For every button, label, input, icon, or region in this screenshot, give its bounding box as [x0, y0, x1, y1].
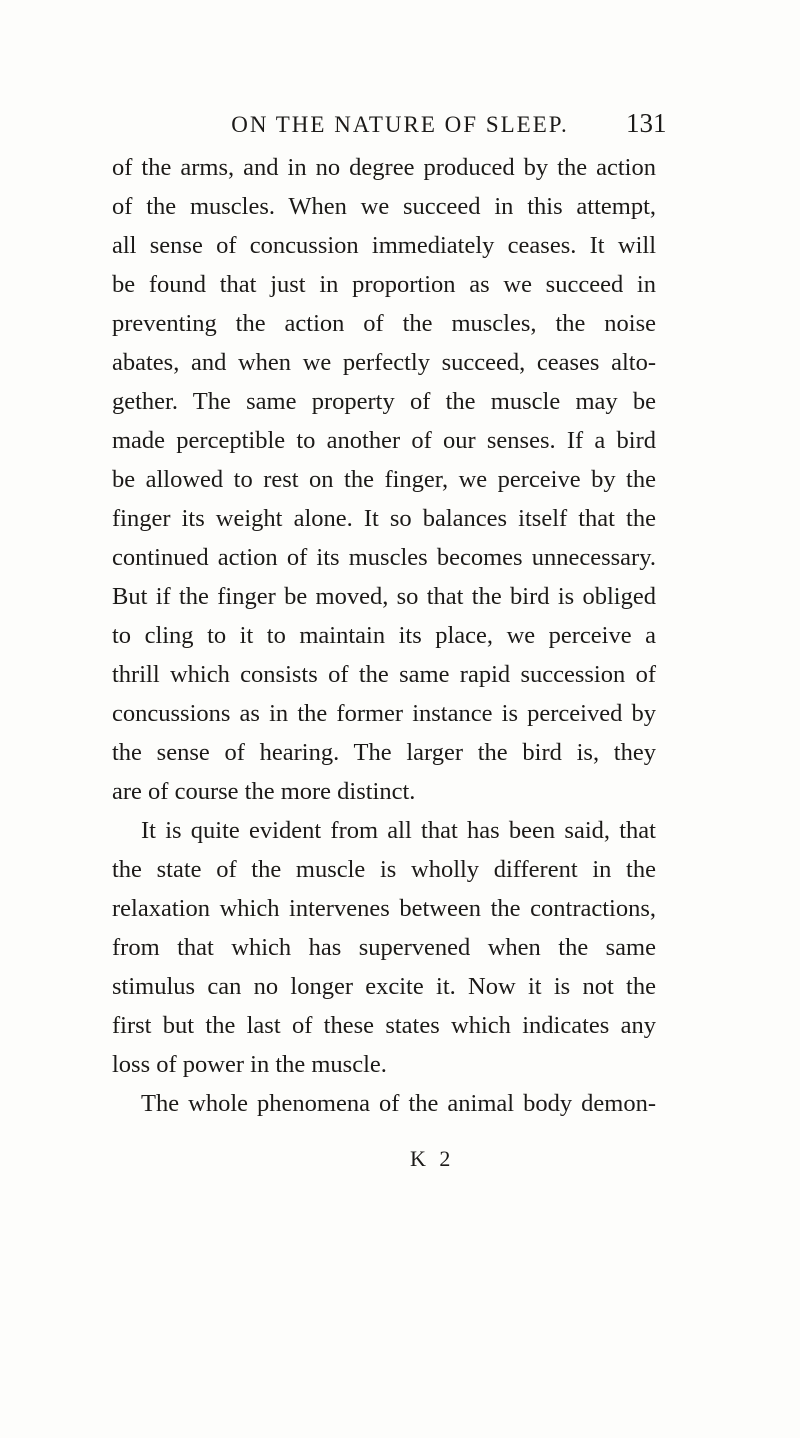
text-line: loss of power in the muscle.: [112, 1051, 387, 1078]
text-line: are of course the more distinct.: [112, 778, 416, 805]
text-line: to cling to it to maintain its place, we perceive a: [112, 622, 656, 649]
text-line: made perceptible to another of our senses. If a bird: [112, 427, 656, 454]
text-line: finger its weight alone. It so balances itself that the: [112, 505, 656, 532]
text-line: the state of the muscle is wholly different in the: [112, 856, 656, 883]
running-head: ON THE NATURE OF SLEEP.: [231, 112, 569, 137]
text-line: abates, and when we perfectly succeed, ceases alto-: [112, 349, 656, 376]
text-line: of the arms, and in no degree produced by the action: [112, 154, 656, 181]
signature-mark: K 2: [410, 1146, 455, 1171]
text-line: thrill which consists of the same rapid succession of: [112, 661, 656, 688]
text-line: from that which has supervened when the same: [112, 934, 656, 961]
text-line: first but the last of these states which indicates any: [112, 1012, 656, 1039]
text-line: It is quite evident from all that has been said, that: [141, 817, 656, 844]
text-line: all sense of concussion immediately ceases. It will: [112, 232, 656, 259]
page-number: 131: [626, 108, 667, 138]
text-line: gether. The same property of the muscle may be: [112, 388, 656, 415]
text-line: The whole phenomena of the animal body demon-: [141, 1090, 656, 1117]
text-line: relaxation which intervenes between the contractions,: [112, 895, 656, 922]
text-line: But if the finger be moved, so that the bird is obliged: [112, 583, 656, 610]
text-line: be allowed to rest on the finger, we perceive by the: [112, 466, 656, 493]
text-line: be found that just in proportion as we succeed in: [112, 271, 656, 298]
text-line: the sense of hearing. The larger the bird is, they: [112, 739, 656, 766]
text-line: stimulus can no longer excite it. Now it is not the: [112, 973, 656, 1000]
text-line: concussions as in the former instance is perceived by: [112, 700, 656, 727]
text-line: of the muscles. When we succeed in this attempt,: [112, 193, 656, 220]
text-line: continued action of its muscles becomes unnecessary.: [112, 544, 656, 571]
text-line: preventing the action of the muscles, the noise: [112, 310, 656, 337]
